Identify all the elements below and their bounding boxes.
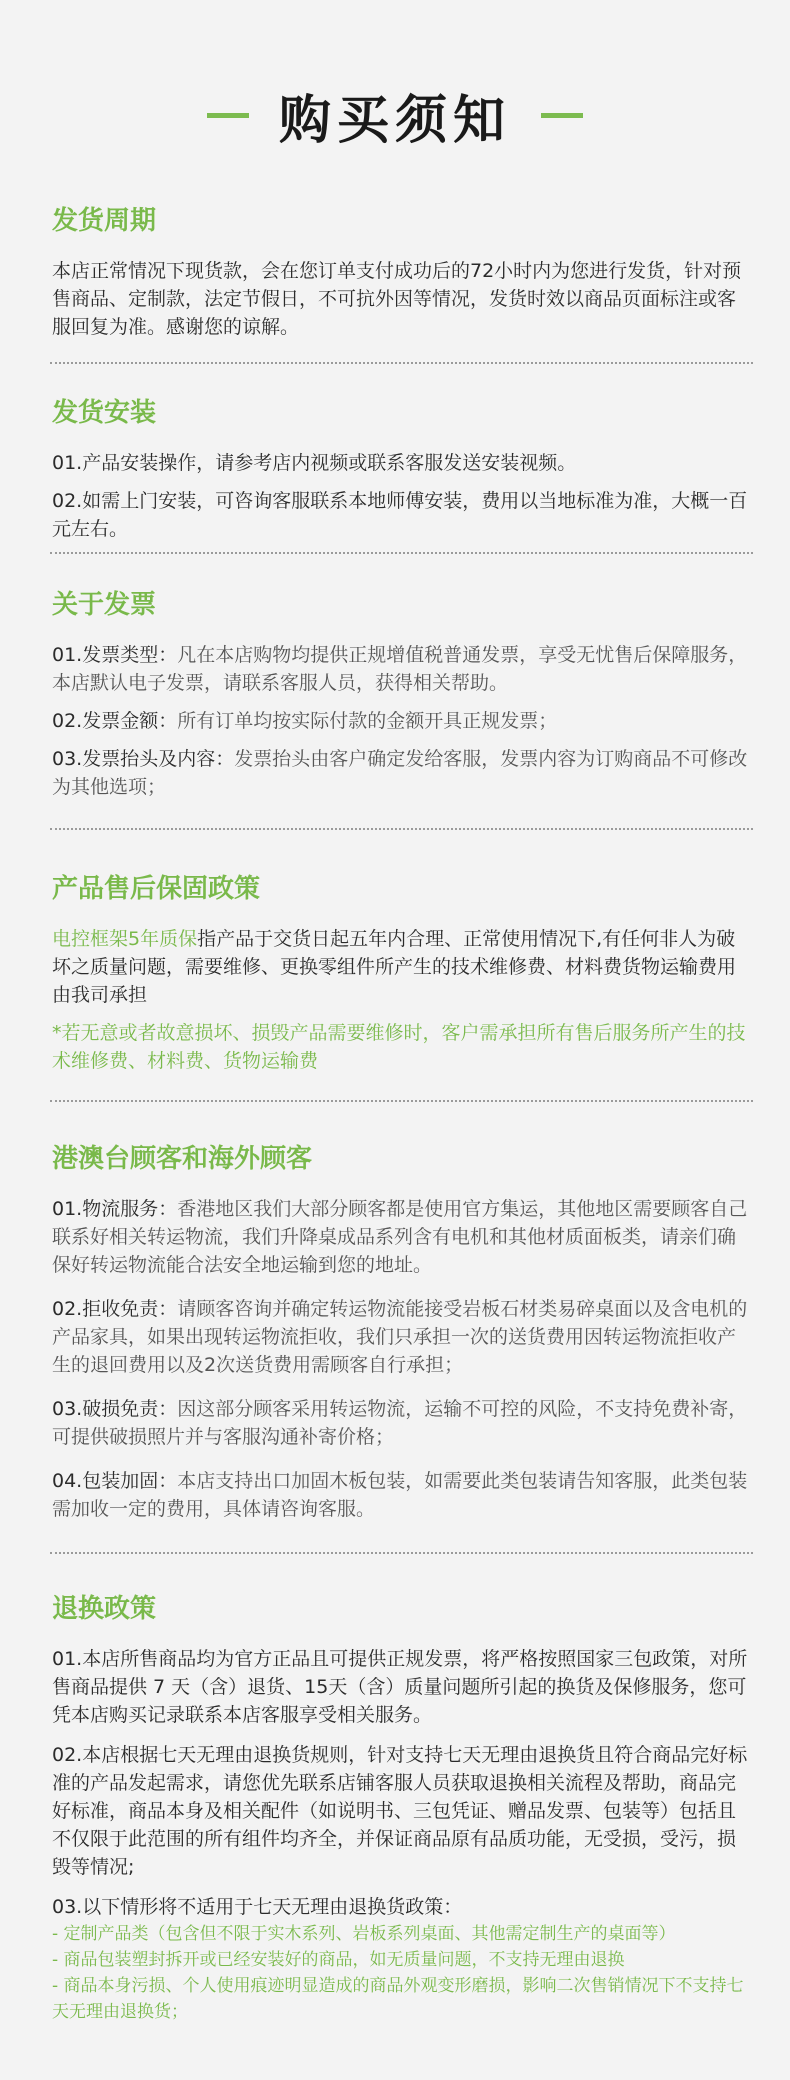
shipping-text: 本店正常情况下现货款，会在您订单支付成功后的72小时内为您进行发货，针对预售商品、定制款，法定节假日，不可抗外因等情况，发货时效以商品页面标注或客服回复为准。感谢您的谅解。 [52,260,742,338]
returns-exclusion: - 定制产品类（包含但不限于实木系列、岩板系列桌面、其他需定制生产的桌面等） [52,1924,676,1944]
returns-exclusion: - 商品本身污损、个人使用痕迹明显造成的商品外观变形磨损，影响二次售销情况下不支持七天无理由退换货； [52,1976,744,2022]
invoice-item-label: 01.发票类型： [52,644,178,666]
page-title: 购买须知 [278,91,511,151]
returns-section [52,1588,752,2025]
invoice-item-text: 发票抬头由客户确定发给客服，发票内容为订购商品不可修改为其他选项； [52,748,748,798]
invoice-item-text: 所有订单均按实际付款的金额开具正规发票； [177,710,558,732]
overseas-item-text: 香港地区我们大部分顾客都是使用官方集运，其他地区需要顾客自己联系好相关转运物流，我们升降桌成品系列含有电机和其他材质面板类，请亲们确保好转运物流能合法安全地运输到您的地址。 [52,1198,748,1276]
install-section [52,392,752,543]
overseas-item [52,1295,752,1379]
shipping-title: 发货周期 [52,206,157,236]
warranty-highlight: 电控框架5年质保 [52,928,198,950]
page-header [0,78,790,153]
overseas-item [52,1395,752,1451]
returns-item: 03.以下情形将不适用于七天无理由退换货政策： [52,1896,463,1918]
warranty-title: 产品售后保固政策 [52,874,261,904]
divider [50,552,753,554]
title-right-line [541,113,583,118]
warranty-section [52,868,752,1075]
invoice-section [52,584,752,801]
returns-item: 02.本店根据七天无理由退换货规则，针对支持七天无理由退换货且符合商品完好标准的产品发起需求，请您优先联系店铺客服人员获取退换相关流程及帮助，商品完好标准，商品本身及相关配件（如说明书、三包凭证、赠品发票、包装等）包括且不仅限于此范围的所有组件均齐全，并保证商品原有品质功能，无受损，受污，损毁等情况; [52,1744,748,1878]
overseas-item-label: 04.包装加固： [52,1470,178,1492]
warranty-note: *若无意或者故意损坏、损毁产品需要维修时，客户需承担所有售后服务所产生的技术维修费、材料费、货物运输费 [52,1022,746,1072]
invoice-item [52,745,752,801]
returns-exclusion: - 商品包装塑封拆开或已经安装好的商品，如无质量问题，不支持无理由退换 [52,1950,625,1970]
overseas-item [52,1195,752,1279]
warranty-text [52,925,752,1009]
install-item: 02.如需上门安装，可咨询客服联系本地师傅安装，费用以当地标准为准，大概一百元左右。 [52,490,748,540]
overseas-title: 港澳台顾客和海外顾客 [52,1144,313,1174]
shipping-section [52,200,752,341]
overseas-section [52,1138,752,1523]
returns-title: 退换政策 [52,1594,157,1624]
overseas-item-label: 02.拒收免责： [52,1298,178,1320]
warranty-body: 指产品于交货日起五年内合理、正常使用情况下,有任何非人为破坏之质量问题，需要维修、更换零组件所产生的技术维修费、材料费货物运输费用由我司承担 [52,928,737,1006]
invoice-item [52,641,752,697]
divider [50,1552,753,1554]
divider [50,828,753,830]
invoice-item-text: 凡在本店购物均提供正规增值税普通发票，享受无忧售后保障服务，本店默认电子发票，请联系客服人员，获得相关帮助。 [52,644,748,694]
overseas-item-text: 因这部分顾客采用转运物流，运输不可控的风险，不支持免费补寄，可提供破损照片并与客服沟通补寄价格； [52,1398,748,1448]
title-left-line [207,113,249,118]
divider [50,1100,753,1102]
invoice-item [52,707,752,735]
overseas-item-text: 本店支持出口加固木板包装，如需要此类包装请告知客服，此类包装需加收一定的费用，具体请咨询客服。 [52,1470,748,1520]
invoice-item-label: 02.发票金额： [52,710,178,732]
divider [50,362,753,364]
overseas-item-label: 03.破损免责： [52,1398,178,1420]
install-title: 发货安装 [52,398,157,428]
invoice-item-label: 03.发票抬头及内容： [52,748,235,770]
returns-item: 01.本店所售商品均为官方正品且可提供正规发票，将严格按照国家三包政策，对所售商品提供 7 天（含）退货、15天（含）质量问题所引起的换货及保修服务，您可凭本店购买记录联系本店客服享受相关服务。 [52,1648,748,1726]
invoice-title: 关于发票 [52,590,157,620]
overseas-item-text: 请顾客咨询并确定转运物流能接受岩板石材类易碎桌面以及含电机的产品家具，如果出现转运物流拒收，我们只承担一次的送货费用因转运物流拒收产生的退回费用以及2次送货费用需顾客自行承担； [52,1298,748,1376]
overseas-item-label: 01.物流服务： [52,1198,178,1220]
install-item: 01.产品安装操作，请参考店内视频或联系客服发送安装视频。 [52,452,577,474]
overseas-item [52,1467,752,1523]
